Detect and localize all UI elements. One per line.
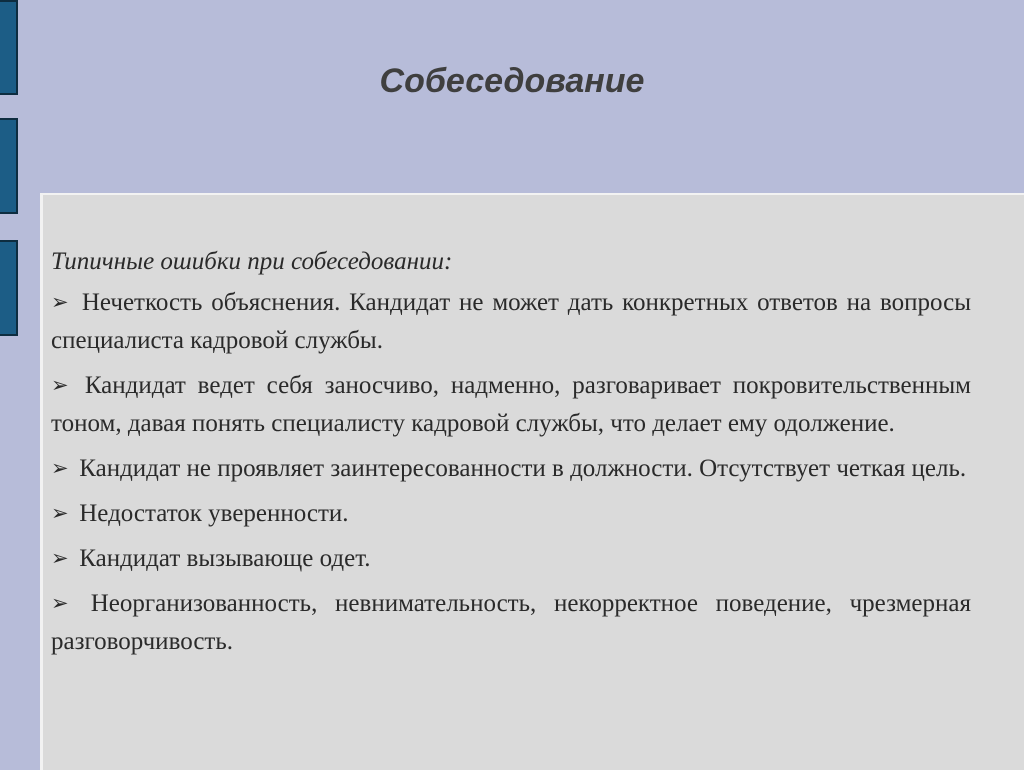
content-panel — [40, 193, 1024, 770]
arrowhead-bullet-icon: ➢ — [51, 456, 69, 480]
bullet-text: Неорганизованность, невнимательность, некорректное поведение, чрезмерная разговорчивость. — [51, 590, 971, 655]
bullet-text: Нечеткость объяснения. Кандидат не может дать конкретных ответов на вопросы специалиста кадровой службы. — [51, 289, 971, 354]
side-decoration-bar-middle — [0, 118, 18, 214]
arrowhead-bullet-icon: ➢ — [51, 373, 69, 397]
slide-title: Собеседование — [379, 62, 645, 100]
bullet-item — [51, 494, 971, 533]
content-text-block — [51, 243, 971, 667]
bullet-text: Недостаток уверенности. — [79, 500, 349, 527]
bullet-text: Кандидат не проявляет заинтересованности в должности. Отсутствует четкая цель. — [79, 455, 967, 482]
bullet-item — [51, 366, 971, 443]
bullet-item — [51, 283, 971, 360]
side-decoration-bar-bottom — [0, 240, 18, 336]
arrowhead-bullet-icon: ➢ — [51, 591, 69, 615]
bullet-item — [51, 539, 971, 578]
arrowhead-bullet-icon: ➢ — [51, 546, 69, 570]
bullet-item — [51, 449, 971, 488]
bullet-text: Кандидат ведет себя заносчиво, надменно, разговаривает покровительственным тоном, давая понять специалисту кадровой службы, что делает ему одолжение. — [51, 372, 971, 437]
bullet-text: Кандидат вызывающе одет. — [79, 545, 371, 572]
arrowhead-bullet-icon: ➢ — [51, 501, 69, 525]
arrowhead-bullet-icon: ➢ — [51, 290, 69, 314]
bullet-item — [51, 584, 971, 661]
slide-subtitle: Типичные ошибки при собеседовании: — [51, 248, 453, 275]
